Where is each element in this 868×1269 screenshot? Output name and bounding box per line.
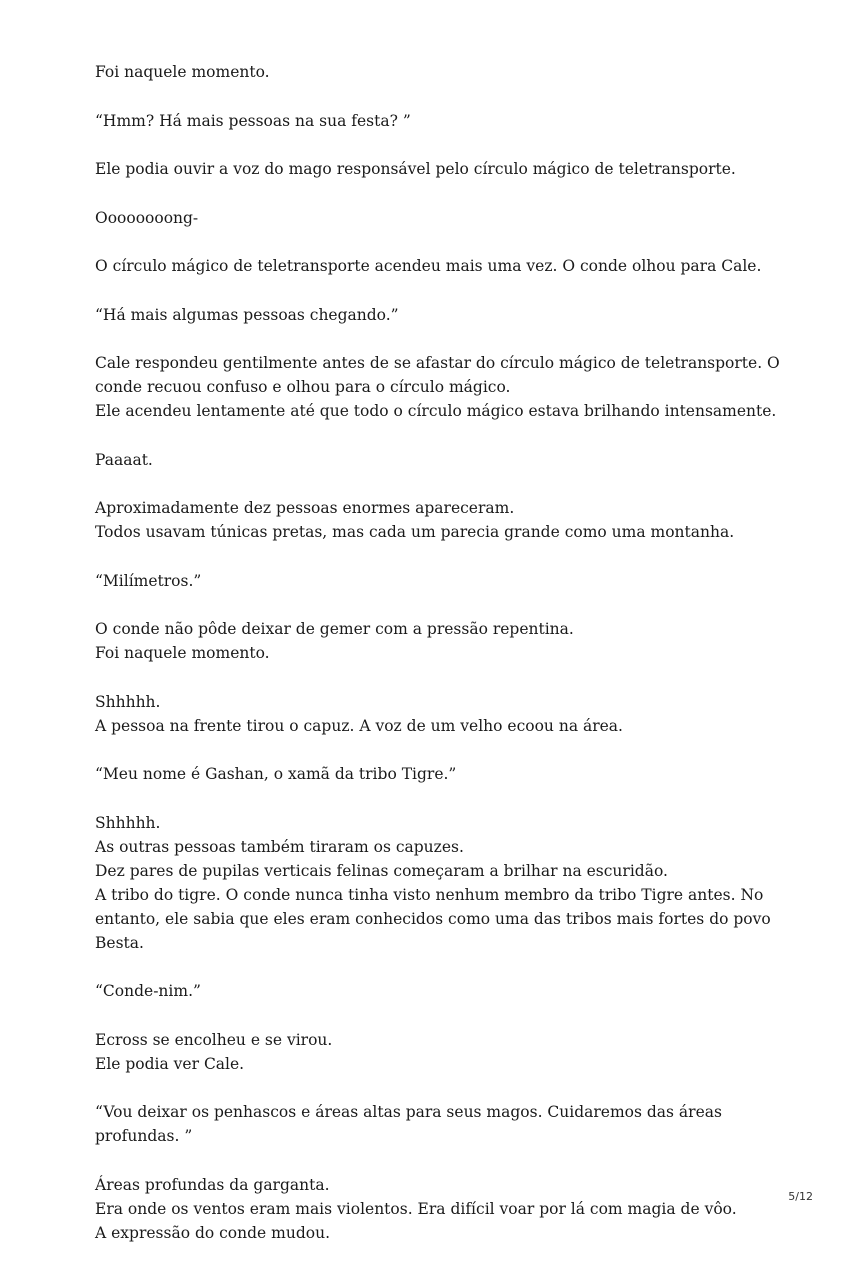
text-line: Ecross se encolheu e se virou. xyxy=(95,1030,333,1049)
document-body xyxy=(95,60,785,1269)
paragraph xyxy=(95,303,785,327)
paragraph xyxy=(95,109,785,133)
paragraph xyxy=(95,1100,785,1148)
paragraph xyxy=(95,690,785,738)
text-line: Ele acendeu lentamente até que todo o círculo mágico estava brilhando intensamente. xyxy=(95,402,777,420)
text-line: Oooooooong- xyxy=(95,208,199,227)
text-line: As outras pessoas também tiraram os capuzes. xyxy=(95,837,464,856)
text-line: A expressão do conde mudou. xyxy=(95,1223,330,1242)
paragraph xyxy=(95,448,785,472)
text-line: Todos usavam túnicas pretas, mas cada um parecia grande como uma montanha. xyxy=(95,523,735,541)
paragraph xyxy=(95,206,785,230)
text-line: A pessoa na frente tirou o capuz. A voz de um velho ecoou na área. xyxy=(95,716,623,735)
text-line: Áreas profundas da garganta. xyxy=(95,1175,330,1194)
paragraph xyxy=(95,60,785,84)
paragraph xyxy=(95,496,785,544)
page-number: 5/12 xyxy=(788,1190,813,1203)
text-line: Aproximadamente dez pessoas enormes apareceram. xyxy=(95,499,515,517)
text-line: Shhhhh. xyxy=(95,813,161,832)
text-line: Paaaat. xyxy=(95,450,153,469)
text-line: “Conde-nim.” xyxy=(95,982,201,1000)
paragraph xyxy=(95,1028,785,1076)
paragraph xyxy=(95,811,785,955)
text-line: “Milímetros.” xyxy=(95,571,202,590)
text-line: Foi naquele momento. xyxy=(95,644,270,662)
paragraph xyxy=(95,254,785,278)
paragraph xyxy=(95,762,785,786)
text-line: “Há mais algumas pessoas chegando.” xyxy=(95,305,399,324)
text-line: O conde não pôde deixar de gemer com a pressão repentina. xyxy=(95,620,574,638)
paragraph xyxy=(95,351,785,423)
text-line: Cale respondeu gentilmente antes de se afastar do círculo mágico de teletransporte. O conde recuou confuso e olhou para o círculo mágico. xyxy=(95,354,780,396)
text-line: Shhhhh. xyxy=(95,692,161,711)
paragraph xyxy=(95,979,785,1003)
paragraph xyxy=(95,569,785,593)
paragraph xyxy=(95,1173,785,1245)
paragraph xyxy=(95,157,785,181)
text-line: “Meu nome é Gashan, o xamã da tribo Tigre.” xyxy=(95,765,457,783)
text-line: “Vou deixar os penhascos e áreas altas para seus magos. Cuidaremos das áreas profundas. ” xyxy=(95,1103,722,1145)
text-line: Ele podia ouvir a voz do mago responsável pelo círculo mágico de teletransporte. xyxy=(95,160,736,178)
text-line: O círculo mágico de teletransporte acendeu mais uma vez. O conde olhou para Cale. xyxy=(95,257,762,275)
paragraph xyxy=(95,617,785,665)
text-line: Dez pares de pupilas verticais felinas começaram a brilhar na escuridão. xyxy=(95,861,668,880)
text-line: “Hmm? Há mais pessoas na sua festa? ” xyxy=(95,111,411,130)
text-line: Ele podia ver Cale. xyxy=(95,1054,245,1073)
text-line: A tribo do tigre. O conde nunca tinha visto nenhum membro da tribo Tigre antes. No entanto, ele sabia que eles eram conhecidos como uma das tribos mais fortes do povo Besta. xyxy=(95,885,771,952)
text-line: Era onde os ventos eram mais violentos. Era difícil voar por lá com magia de vôo. xyxy=(95,1199,737,1218)
text-line: Foi naquele momento. xyxy=(95,63,270,81)
